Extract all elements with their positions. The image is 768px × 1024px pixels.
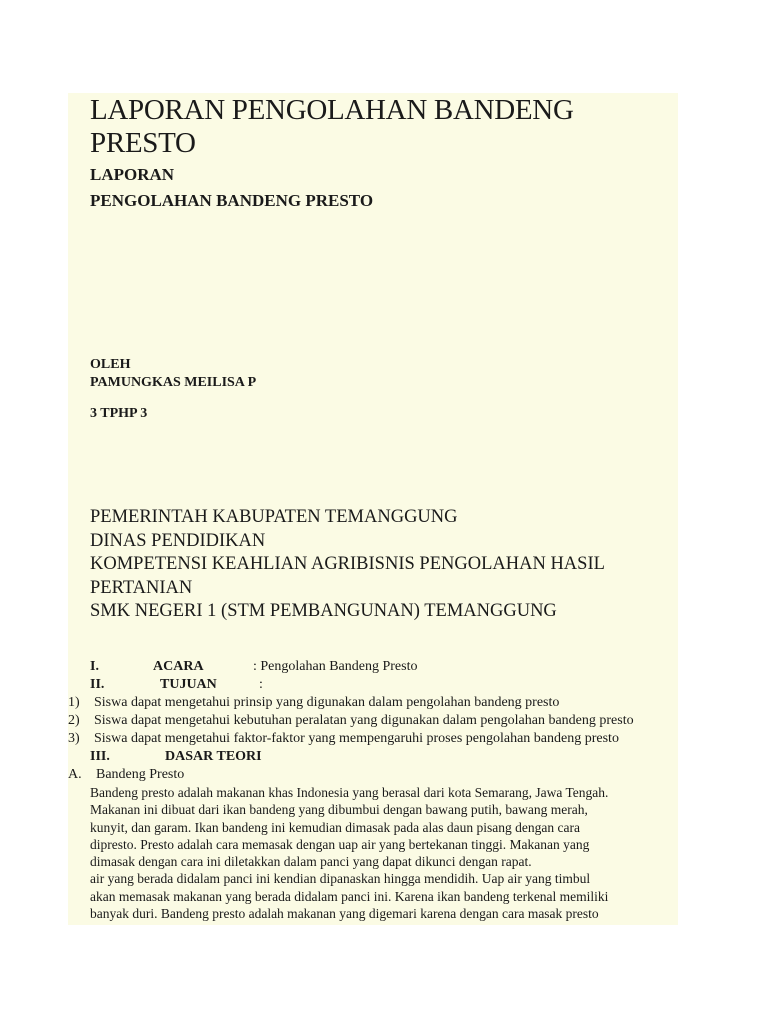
author-name: PAMUNGKAS MEILISA P: [90, 375, 257, 390]
goal-2-number: 2): [68, 713, 80, 728]
paragraph-line: Bandeng presto adalah makanan khas Indonesia yang berasal dari kota Semarang, Jawa Tengah.: [90, 785, 609, 800]
section-1-value: : Pengolahan Bandeng Presto: [253, 659, 418, 674]
main-title-line-1: LAPORAN PENGOLAHAN BANDENG: [90, 94, 574, 126]
paragraph-line: dipresto. Presto adalah cara memasak dengan uap air yang bertekanan tinggi. Makanan yang: [90, 836, 590, 852]
paragraph-line: air yang berada didalam panci ini kendian dipanaskan hingga mendidih. Uap air yang timbul: [90, 871, 591, 887]
institution-line-2: DINAS PENDIDIKAN: [90, 530, 266, 551]
subsection-a-label: Bandeng Presto: [96, 767, 185, 782]
section-1-label: ACARA: [153, 659, 204, 674]
goal-3-number: 3): [68, 731, 80, 746]
main-title: [90, 94, 574, 160]
institution-block: [90, 506, 605, 624]
author-label: OLEH: [90, 357, 131, 372]
institution-line-5: SMK NEGERI 1 (STM PEMBANGUNAN) TEMANGGUNG: [90, 601, 557, 621]
body-paragraph: [90, 784, 608, 922]
section-2-value: :: [259, 677, 263, 692]
section-1-number: I.: [90, 659, 99, 674]
goal-2-text: Siswa dapat mengetahui kebutuhan peralatan yang digunakan dalam pengolahan bandeng presto: [94, 713, 634, 728]
goal-1-number: 1): [68, 695, 80, 710]
section-2-number: II.: [90, 677, 105, 692]
institution-line-4: PERTANIAN: [90, 577, 193, 598]
institution-line-3: KOMPETENSI KEAHLIAN AGRIBISNIS PENGOLAHAN HASIL: [90, 554, 605, 574]
author-block: [90, 356, 256, 392]
sub-title-line-1: LAPORAN: [90, 165, 175, 184]
goal-1-text: Siswa dapat mengetahui prinsip yang digunakan dalam pengolahan bandeng presto: [94, 695, 560, 710]
paragraph-line: kunyit, dan garam. Ikan bandeng ini kemudian dimasak pada alas daun pisang dengan cara: [90, 819, 580, 835]
section-2-label: TUJUAN: [160, 677, 217, 692]
class-name: 3 TPHP 3: [90, 406, 148, 421]
subsection-a-number: A.: [68, 767, 82, 782]
paragraph-line: dimasak dengan cara ini diletakkan dalam panci yang dapat dikunci dengan rapat.: [90, 854, 532, 870]
paragraph-line: banyak duri. Bandeng presto adalah makanan yang digemari karena dengan cara masak presto: [90, 906, 599, 922]
paragraph-line: akan memasak makanan yang berada didalam panci ini. Karena ikan bandeng terkenal memiliki: [90, 888, 609, 904]
sub-title-line-2: PENGOLAHAN BANDENG PRESTO: [90, 191, 374, 210]
goal-3-text: Siswa dapat mengetahui faktor-faktor yang mempengaruhi proses pengolahan bandeng presto: [94, 731, 619, 746]
section-3-number: III.: [90, 749, 110, 764]
main-title-line-2: PRESTO: [90, 127, 196, 159]
institution-line-1: PEMERINTAH KABUPATEN TEMANGGUNG: [90, 507, 458, 527]
paragraph-line: Makanan ini dibuat dari ikan bandeng yang dibumbui dengan bawang putih, bawang merah,: [90, 802, 588, 818]
sub-title: [90, 162, 373, 214]
section-3-label: DASAR TEORI: [165, 749, 262, 764]
